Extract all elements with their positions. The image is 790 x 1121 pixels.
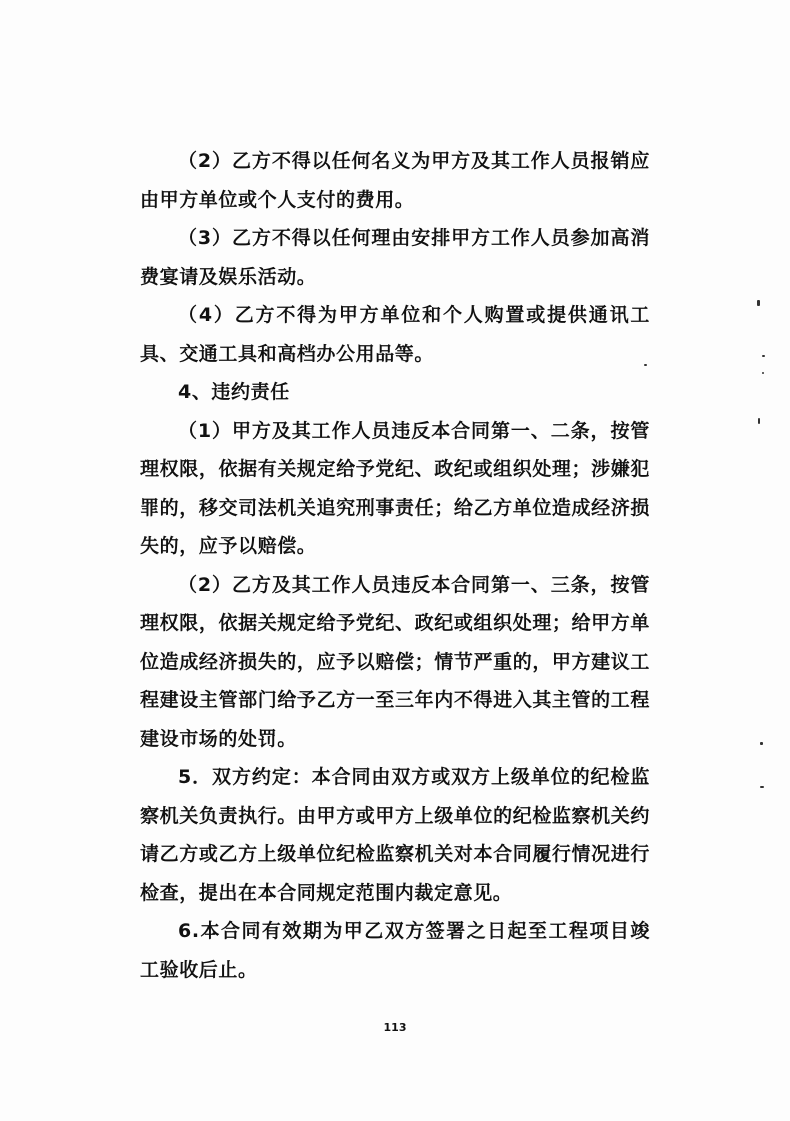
section-heading-liability: 4、违约责任: [178, 381, 290, 403]
clause-4-purchase: （4）乙方不得为甲方单位和个人购置或提供通讯工具、交通工具和高档办公用品等。: [140, 304, 650, 365]
page-number: 113: [383, 1021, 407, 1034]
liability-clause-2: （2）乙方及其工作人员违反本合同第一、三条，按管理权限，依据关规定给予党纪、政纪或组织处理；给甲方单位造成经济损失的，应予以赔偿；情节严重的，甲方建议工程建设主管部门给予乙方一至三年内不得进入其主管的工程建设市场的处罚。: [140, 573, 650, 750]
scan-speck: [762, 372, 764, 374]
clause-2-reimbursement: （2）乙方不得以任何名义为甲方及其工作人员报销应由甲方单位或个人支付的费用。: [140, 150, 650, 211]
scan-speck: [758, 418, 760, 424]
clause-3-banquet: （3）乙方不得以任何理由安排甲方工作人员参加高消费宴请及娱乐活动。: [140, 227, 650, 288]
section-validity: 6.本合同有效期为甲乙双方签署之日起至工程项目竣工验收后止。: [140, 920, 650, 981]
scan-speck: [757, 300, 760, 306]
scan-speck: [644, 364, 647, 366]
scan-speck: [760, 742, 763, 745]
scan-speck: [762, 355, 765, 357]
contract-body: [140, 142, 650, 989]
liability-clause-1: （1）甲方及其工作人员违反本合同第一、二条，按管理权限，依据有关规定给予党纪、政纪或组织处理；涉嫌犯罪的，移交司法机关追究刑事责任；给乙方单位造成经济损失的，应予以赔偿。: [140, 419, 650, 557]
section-agreement: 5．双方约定：本合同由双方或双方上级单位的纪检监察机关负责执行。由甲方或甲方上级单位的纪检监察机关约请乙方或乙方上级单位纪检监察机关对本合同履行情况进行检查，提出在本合同规定范围内裁定意见。: [140, 766, 650, 904]
scan-speck: [760, 786, 764, 788]
